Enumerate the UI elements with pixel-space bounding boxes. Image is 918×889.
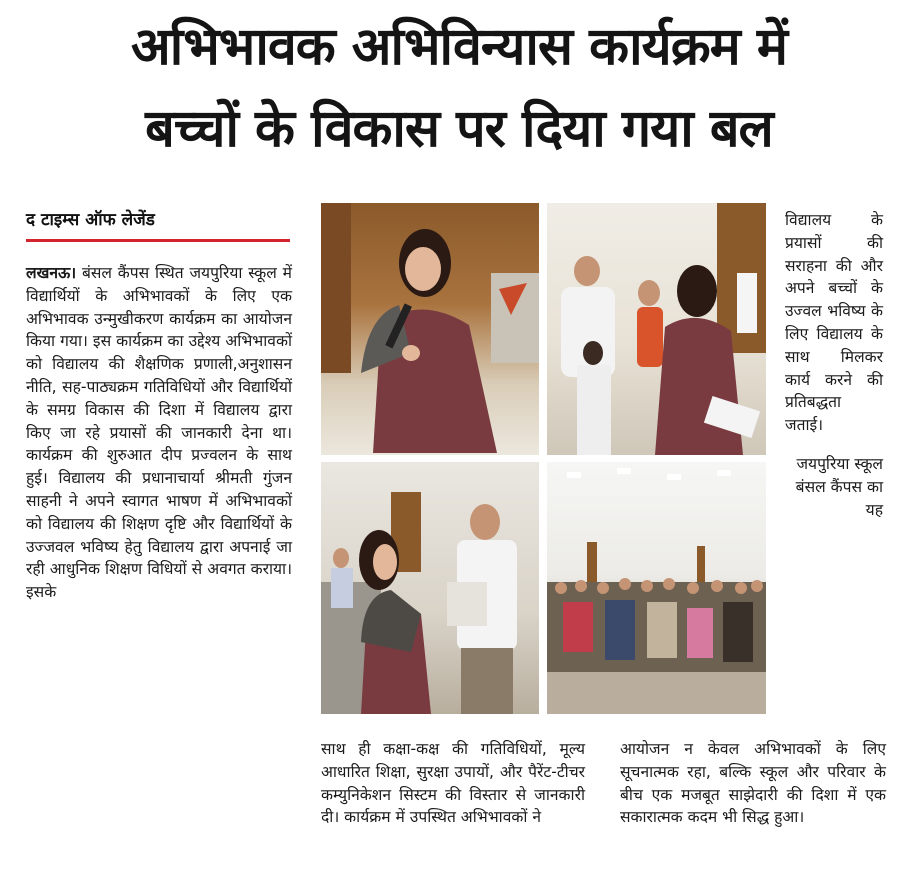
article-column-1 bbox=[26, 262, 292, 604]
article-text-right-2: जयपुरिया स्कूल बंसल कैंपस का यह bbox=[795, 454, 883, 519]
article-column-bottom-2: आयोजन न केवल अभिभावकों के लिए सूचनात्मक रहा, बल्कि स्कूल और परिवार के बीच एक मजबूत साझेदारी की दिशा में एक सकारात्मक कदम भी सिद्ध हुआ। bbox=[620, 740, 886, 827]
article-column-bottom-1: साथ ही कक्षा-कक्ष की गतिविधियों, मूल्य आधारित शिक्षा, सुरक्षा उपायों, और पैरेंट-टीचर कम्युनिकेशन सिस्टम की विस्तार से जानकारी दी। कार्यक्रम में उपस्थित अभिभावकों ने bbox=[321, 740, 585, 827]
photo-speaker-and-man bbox=[321, 462, 539, 714]
photo-speaker-with-audience bbox=[547, 203, 766, 455]
dateline: लखनऊ। bbox=[26, 264, 77, 282]
photo-speaker-microphone bbox=[321, 203, 539, 455]
photo-audience-hall bbox=[547, 462, 766, 714]
article-column-right bbox=[785, 209, 883, 521]
headline-line-1: अभिभावक अभिविन्यास कार्यक्रम में bbox=[131, 17, 787, 77]
article-text-col1: बंसल कैंपस स्थित जयपुरिया स्कूल में विद्यार्थियों के अभिभावकों के लिए एक अभिभावक उन्मुखीकरण कार्यक्रम का आयोजन किया गया। इस कार्यक्रम का उद्देश्य अभिभावकों को विद्यालय की शैक्षणिक प्रणाली,अनुशासन नीति, सह-पाठ्यक्रम गतिविधियों और विद्यार्थियों के समग्र विकास की दिशा में विद्यालय द्वारा किए जा रहे प्रयासों की जानकारी देना था।कार्यक्रम की शुरुआत दीप प्रज्वलन के साथ हुई। विद्यालय की प्रधानाचार्या श्रीमती गुंजन साहनी ने अपने स्वागत भाषण में अभिभावकों को विद्यालय की शिक्षण दृष्टि और विद्यार्थियों के उज्जवल भविष्य हेतु विद्यालय द्वारा अपनाई जा रही आधुनिक शिक्षण विधियों से अवगत कराया। इसके bbox=[26, 264, 292, 602]
article-text-right-1: विद्यालय के प्रयासों की सराहना की और अपने बच्चों के उज्वल भविष्य के लिए विद्यालय के साथ मिलकर कार्य करने की प्रतिबद्धता जताई। bbox=[785, 211, 883, 435]
byline: द टाइम्स ऑफ लेजेंड bbox=[26, 207, 290, 242]
headline-line-2: बच्चों के विकास पर दिया गया बल bbox=[145, 99, 773, 159]
